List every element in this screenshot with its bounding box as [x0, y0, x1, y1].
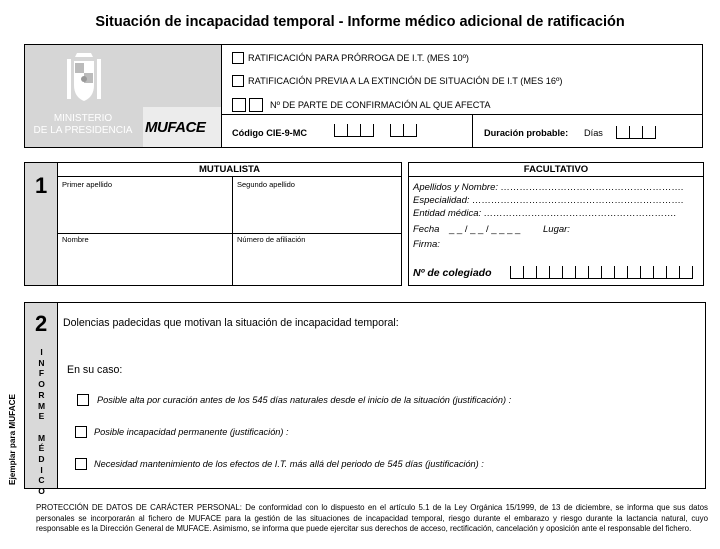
- part-number-box-2[interactable]: [249, 98, 263, 112]
- medical-entity-field[interactable]: Entidad médica: …………………………………………………….: [413, 208, 677, 219]
- part-number-box-1[interactable]: [232, 98, 246, 112]
- item-permanent-incapacity: Posible incapacidad permanente (justificación) :: [75, 426, 289, 438]
- coat-of-arms-icon: [61, 51, 107, 105]
- muface-logo: MUFACE: [145, 119, 206, 136]
- ministry-name: MINISTERIO DE LA PRESIDENCIA: [33, 113, 133, 136]
- date-field[interactable]: _ _ / _ _ / _ _ _ _: [449, 224, 521, 235]
- divider: [472, 115, 473, 148]
- section-2-informe-medico: [24, 302, 706, 497]
- mutualista-title: MUTUALISTA: [58, 163, 401, 177]
- divider: [232, 177, 233, 285]
- extension-545-checkbox[interactable]: [75, 458, 87, 470]
- item-extension-545: Necesidad mantenimiento de los efectos de I.T. más allá del periodo de 545 días (justificación) :: [75, 458, 484, 470]
- code-duration-row: [222, 115, 703, 148]
- permanent-incapacity-checkbox[interactable]: [75, 426, 87, 438]
- affiliation-number-field[interactable]: Número de afiliación: [237, 235, 306, 244]
- date-label: Fecha: [413, 224, 440, 235]
- place-field[interactable]: Lugar:: [543, 224, 570, 235]
- signature-field[interactable]: Firma:: [413, 239, 440, 250]
- section-1-number-column: [25, 163, 58, 285]
- second-surname-field[interactable]: Segundo apellido: [237, 180, 295, 189]
- cie-code-label: Código CIE-9-MC: [232, 128, 308, 138]
- first-surname-field[interactable]: Primer apellido: [62, 180, 113, 189]
- illness-label: Dolencias padecidas que motivan la situación de incapacidad temporal:: [63, 317, 399, 329]
- if-case-label: En su caso:: [67, 364, 123, 376]
- section-1-number: 1: [35, 173, 48, 198]
- facultativo-block: [408, 162, 704, 286]
- extension-checkbox[interactable]: [232, 52, 244, 64]
- ministry-logo-block: [24, 44, 222, 148]
- ratification-options: [222, 44, 703, 115]
- cie-code-field[interactable]: [334, 124, 417, 142]
- informe-medico-vertical-label: I N F O R M E M É D I C O: [37, 347, 46, 497]
- facultativo-title: FACULTATIVO: [409, 163, 703, 177]
- section-2-number-column: [25, 303, 58, 497]
- college-number-field[interactable]: [510, 266, 693, 284]
- option-extinction: RATIFICACIÓN PREVIA A LA EXTINCIÓN DE SITUACIÓN DE I.T (MES 16º): [232, 75, 562, 87]
- data-protection-notice: PROTECCIÓN DE DATOS DE CARÁCTER PERSONAL: De conformidad con lo dispuesto en el artículo 5.1 de la Ley Orgánica 15/1999, de 13 de diciembre, se informa que sus datos personales se incorporarán al fichero de MUFACE para la gestión de las situaciones de incapacidad temporal, riesgo durante el embarazo y riesgo durante la lactancia natural, cuyo responsable es la Dirección General de MUFACE. Asimismo, se informa que puede ejercitar sus derechos de acceso, rectificación, cancelación y oposición ante el responsable del fichero.: [36, 503, 708, 534]
- option-extension: RATIFICACIÓN PARA PRÓRROGA DE I.T. (MES 10º): [232, 52, 469, 64]
- specialty-field[interactable]: Especialidad: ………………………………………………………….: [413, 195, 684, 206]
- extinction-checkbox[interactable]: [232, 75, 244, 87]
- form-title: Situación de incapacidad temporal - Informe médico adicional de ratificación: [95, 14, 625, 30]
- days-field[interactable]: [616, 126, 656, 144]
- section-2-number: 2: [35, 311, 48, 336]
- section-1-mutualista: [24, 162, 402, 286]
- recovery-checkbox[interactable]: [77, 394, 89, 406]
- name-field[interactable]: Nombre: [62, 235, 89, 244]
- copy-for-muface-label: Ejemplar para MUFACE: [8, 394, 17, 485]
- duration-label: Duración probable:: [484, 128, 569, 138]
- college-number-label: Nº de colegiado: [413, 267, 492, 279]
- days-label: Días: [584, 128, 603, 138]
- doctor-name-field[interactable]: Apellidos y Nombre: ………………………………………………….: [413, 182, 684, 193]
- option-part-number: Nº DE PARTE DE CONFIRMACIÓN AL QUE AFECTA: [232, 98, 490, 112]
- divider: [58, 233, 401, 234]
- item-recovery: Posible alta por curación antes de los 545 días naturales desde el inicio de la situación (justificación) :: [77, 394, 511, 406]
